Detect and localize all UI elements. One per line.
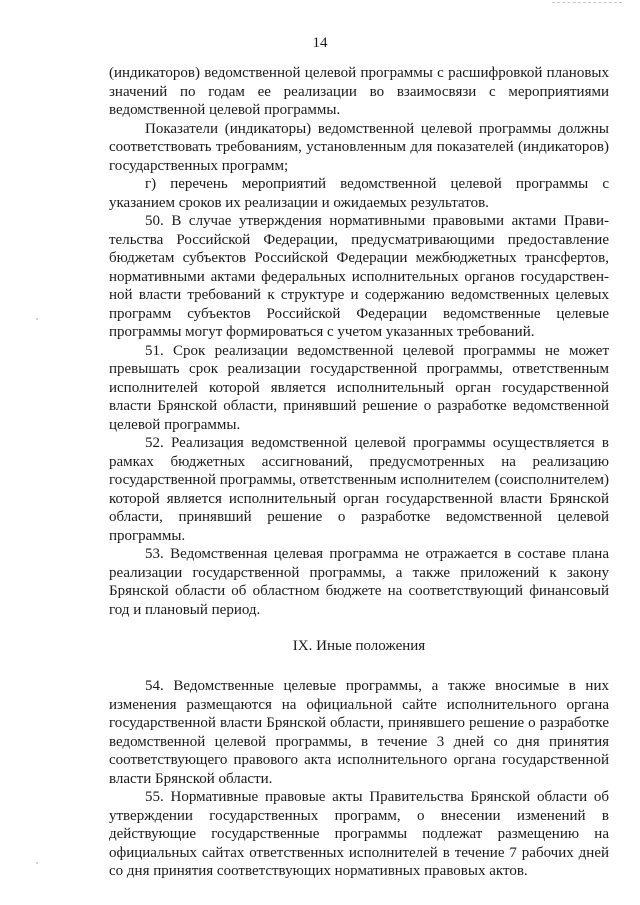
paragraph: (индикаторов) ведомственной целевой программы с расшифровкой плановых значений по годам ее реализации во взаимосвязи с мероприятиями ведомственной целевой программы. [109,65,609,118]
document-body [109,64,609,881]
paragraph-item-51: 51. Срок реализации ведомственной целевой программы не может превышать срок реализации государственной программы, ответственным исполнителей которой является исполнительный орган государственной власти Брянской области, принявший решение о разработке ведомственной целевой программы. [109,342,609,433]
paragraph-item-55: 55. Нормативные правовые акты Правительства Брянской области об утверждении государственных программ, о внесении изменений в действующие государственные программы подлежат размещению на официальных сайтах ответственных исполнителей в течение 7 рабочих дней со дня принятия соответствующих нормативных правовых актов. [109,789,609,879]
paragraph-item-52: 52. Реализация ведомственной целевой программы осуществляется в рамках бюджетных ассигнований, предусмотренных на реализацию государственной программы, ответственным исполнителем (соисполнителем) которой является исполнительный орган государственной власти Брянской области, принявший решение о разработке ведомственной целевой программы. [109,435,609,544]
paragraph: Показатели (индикаторы) ведомственной целевой программы должны соответствовать требованиям, установленным для показателей (индикаторов) государственных программ; [109,120,609,174]
page-number: 14 [312,35,328,51]
paragraph-item-54: 54. Ведомственные целевые программы, а также вносимые в них изменения размещаются на официальной сайте исполнительного органа государственной власти Брянской области, принявшего решение о разработке ведомственной целевой программы, в течение 3 дней со дня принятия соответствующего правового акта исполнительного органа государственной власти Брянской области. [109,678,609,787]
paragraph-item-50: 50. В случае утверждения нормативными правовыми актами Правительства Российской Федерации, предусматривающими предоставление бюджетам субъектов Российской Федерации межбюджетных трансфертов, нормативными актами федеральных исполнительных органов государственной власти требований к структуре и содержанию ведомственных целевых программ субъектов Российской Федерации ведомственные целевые программы могут формироваться с учетом указанных требований. [109,213,609,340]
scan-speck [36,862,38,864]
scan-speck [36,318,38,320]
paragraph-item-53: 53. Ведомственная целевая программа не отражается в составе плана реализации государственной программы, а также приложений к закону Брянской области об областном бюджете на соответствующий финансовый год и плановый период. [109,546,609,618]
scan-edge-mark [552,2,622,4]
section-heading: IX. Иные положения [292,638,426,654]
paragraph: г) перечень мероприятий ведомственной целевой программы с указанием сроков их реализации и ожидаемых результатов. [109,176,609,211]
